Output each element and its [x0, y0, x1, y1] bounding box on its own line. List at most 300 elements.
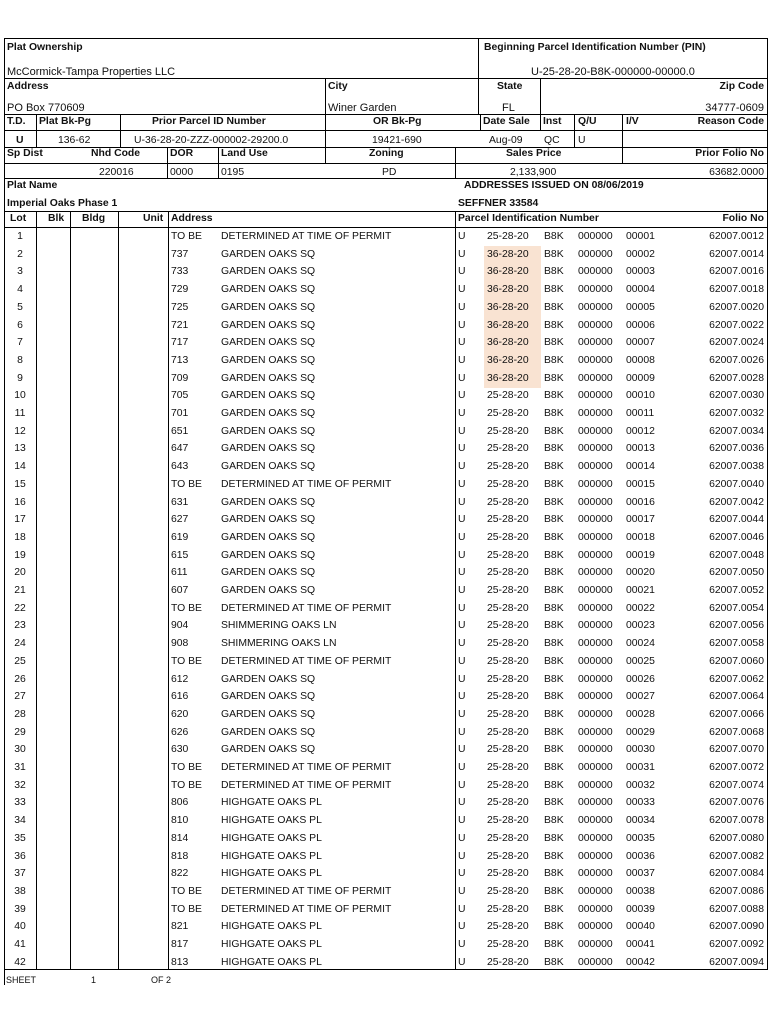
- pin-block-cell: B8K: [544, 939, 564, 950]
- sheet-number: 1: [91, 975, 97, 985]
- house-number-cell: 651: [171, 425, 189, 437]
- pin-prefix-cell: U: [458, 797, 466, 809]
- pin-lot-cell: 00010: [626, 390, 655, 402]
- pin-lot-cell: 00002: [626, 248, 655, 260]
- pin-prefix-cell: U: [458, 602, 466, 614]
- pin-prefix-cell: U: [458, 478, 466, 490]
- table-row: [0, 477, 770, 495]
- table-row: [0, 778, 770, 796]
- city-label: City: [328, 81, 348, 92]
- table-row: [0, 919, 770, 937]
- pin-sub-cell: 000000: [578, 301, 613, 313]
- pin-block-cell: B8K: [544, 514, 564, 526]
- pin-lot-cell: 00037: [626, 868, 655, 880]
- table-row: [0, 742, 770, 760]
- pin-sub-cell: 000000: [578, 549, 613, 561]
- pin-lot-cell: 00027: [626, 691, 655, 703]
- table-row: [0, 318, 770, 336]
- house-number-cell: 615: [171, 549, 189, 561]
- folio-cell: 62007.0092: [709, 939, 764, 950]
- table-row: [0, 565, 770, 583]
- pin-lot-cell: 00032: [626, 779, 655, 791]
- table-row: [0, 495, 770, 513]
- td-label: T.D.: [7, 116, 26, 127]
- folio-cell: 62007.0086: [709, 885, 764, 897]
- table-row: [0, 229, 770, 247]
- table-row: [0, 371, 770, 389]
- pin-section-cell: 25-28-20: [487, 408, 529, 419]
- pin-section-cell: 25-28-20: [487, 850, 529, 862]
- house-number-cell: 627: [171, 514, 189, 526]
- pin-block-cell: B8K: [544, 620, 564, 632]
- table-row: [0, 672, 770, 690]
- lot-cell: 2: [17, 248, 23, 260]
- pin-block-cell: B8K: [544, 691, 564, 703]
- pin-sub-cell: 000000: [578, 638, 613, 650]
- house-number-cell: 705: [171, 390, 189, 402]
- folio-cell: 62007.0040: [709, 478, 764, 490]
- pin-lot-cell: 00005: [626, 301, 655, 313]
- sales-price-label: Sales Price: [506, 148, 562, 159]
- folio-cell: 62007.0082: [709, 850, 764, 862]
- street-cell: HIGHGATE OAKS PL: [221, 868, 322, 880]
- lot-cell: 7: [17, 337, 23, 349]
- pin-section-cell: 25-28-20: [487, 815, 529, 827]
- house-number-cell: 643: [171, 461, 189, 473]
- pin-block-cell: B8K: [544, 319, 564, 331]
- pin-lot-cell: 00013: [626, 443, 655, 455]
- pin-lot-cell: 00009: [626, 372, 655, 384]
- pin-section-cell: 25-28-20: [487, 549, 529, 561]
- pin-sub-cell: 000000: [578, 567, 613, 579]
- sheet-of-label: OF 2: [151, 975, 172, 985]
- pin-lot-cell: 00041: [626, 939, 655, 950]
- pin-sub-cell: 000000: [578, 478, 613, 490]
- folio-cell: 62007.0014: [709, 248, 764, 260]
- table-row: [0, 353, 770, 371]
- folio-cell: 62007.0042: [709, 496, 764, 508]
- pin-prefix-cell: U: [458, 301, 466, 313]
- house-number-cell: 725: [171, 301, 189, 313]
- pin-prefix-cell: U: [458, 337, 466, 349]
- street-cell: DETERMINED AT TIME OF PERMIT: [221, 885, 392, 897]
- pin-sub-cell: 000000: [578, 372, 613, 384]
- pin-prefix-cell: U: [458, 585, 466, 596]
- pin-prefix-cell: U: [458, 903, 466, 915]
- pin-block-cell: B8K: [544, 231, 564, 242]
- street-cell: GARDEN OAKS SQ: [221, 266, 316, 278]
- pin-block-cell: B8K: [544, 266, 564, 278]
- folio-cell: 62007.0080: [709, 832, 764, 844]
- street-cell: DETERMINED AT TIME OF PERMIT: [221, 655, 392, 667]
- zoning-label: Zoning: [369, 148, 404, 159]
- pin-prefix-cell: U: [458, 673, 466, 685]
- folio-cell: 62007.0066: [709, 708, 764, 720]
- street-cell: GARDEN OAKS SQ: [221, 248, 316, 260]
- pin-prefix-cell: U: [458, 266, 466, 278]
- folio-cell: 62007.0088: [709, 903, 764, 915]
- house-number-cell: 821: [171, 921, 189, 933]
- pin-label: Beginning Parcel Identification Number (PIN): [484, 42, 706, 53]
- house-number-cell: 713: [171, 354, 189, 366]
- pin-lot-cell: 00038: [626, 885, 655, 897]
- lot-cell: 15: [14, 478, 26, 490]
- folio-cell: 62007.0012: [709, 231, 764, 242]
- pin-sub-cell: 000000: [578, 744, 613, 756]
- pin-lot-cell: 00029: [626, 726, 655, 738]
- street-cell: HIGHGATE OAKS PL: [221, 850, 322, 862]
- pin-section-cell: 25-28-20: [487, 939, 529, 950]
- pin-sub-cell: 000000: [578, 956, 613, 968]
- table-row: [0, 689, 770, 707]
- pin-section-cell: 25-28-20: [487, 762, 529, 773]
- pin-block-cell: B8K: [544, 655, 564, 667]
- col-bldg: Bldg: [82, 213, 106, 224]
- pin-section-cell: 25-28-20: [487, 726, 529, 738]
- folio-cell: 62007.0050: [709, 567, 764, 579]
- lot-cell: 20: [14, 567, 26, 579]
- pin-prefix-cell: U: [458, 284, 466, 296]
- street-cell: GARDEN OAKS SQ: [221, 549, 316, 561]
- lot-cell: 1: [17, 231, 23, 242]
- prior-folio-label: Prior Folio No: [695, 148, 764, 159]
- zip-value: 34777-0609: [705, 102, 764, 114]
- lot-cell: 28: [14, 708, 26, 720]
- prior-folio-value: 63682.0000: [709, 167, 764, 178]
- lot-cell: 14: [14, 461, 26, 473]
- street-cell: HIGHGATE OAKS PL: [221, 956, 322, 968]
- folio-cell: 62007.0072: [709, 762, 764, 773]
- street-cell: GARDEN OAKS SQ: [221, 390, 316, 402]
- pin-prefix-cell: U: [458, 372, 466, 384]
- lot-cell: 36: [14, 850, 26, 862]
- pin-block-cell: B8K: [544, 708, 564, 720]
- or-bkpg-label: OR Bk-Pg: [373, 116, 422, 127]
- pin-block-cell: B8K: [544, 425, 564, 437]
- table-row: [0, 636, 770, 654]
- pin-prefix-cell: U: [458, 443, 466, 455]
- table-row: [0, 955, 770, 973]
- lot-cell: 16: [14, 496, 26, 508]
- plat-bkpg-label: Plat Bk-Pg: [39, 116, 91, 127]
- state-label: State: [497, 81, 523, 92]
- pin-lot-cell: 00040: [626, 921, 655, 933]
- pin-section-cell: 25-28-20: [487, 390, 529, 402]
- sp-dist-label: Sp Dist: [7, 148, 43, 159]
- pin-prefix-cell: U: [458, 815, 466, 827]
- pin-sub-cell: 000000: [578, 496, 613, 508]
- pin-lot-cell: 00035: [626, 832, 655, 844]
- city-value: Winer Garden: [328, 102, 397, 114]
- pin-block-cell: B8K: [544, 478, 564, 490]
- pin-lot-cell: 00039: [626, 903, 655, 915]
- house-number-cell: TO BE: [171, 602, 202, 614]
- table-row: [0, 618, 770, 636]
- pin-lot-cell: 00007: [626, 337, 655, 349]
- street-cell: GARDEN OAKS SQ: [221, 744, 316, 756]
- pin-lot-cell: 00021: [626, 585, 655, 596]
- folio-cell: 62007.0036: [709, 443, 764, 455]
- folio-cell: 62007.0062: [709, 673, 764, 685]
- house-number-cell: 729: [171, 284, 189, 296]
- qu-value: U: [578, 135, 586, 146]
- pin-sub-cell: 000000: [578, 390, 613, 402]
- pin-block-cell: B8K: [544, 921, 564, 933]
- pin-sub-cell: 000000: [578, 514, 613, 526]
- street-cell: GARDEN OAKS SQ: [221, 673, 316, 685]
- pin-lot-cell: 00024: [626, 638, 655, 650]
- table-row: [0, 548, 770, 566]
- pin-section-cell: 25-28-20: [487, 708, 529, 720]
- pin-block-cell: B8K: [544, 567, 564, 579]
- col-address: Address: [171, 213, 213, 224]
- lot-cell: 34: [14, 815, 26, 827]
- lot-cell: 39: [14, 903, 26, 915]
- pin-prefix-cell: U: [458, 231, 466, 242]
- pin-sub-cell: 000000: [578, 850, 613, 862]
- lot-cell: 31: [14, 762, 26, 773]
- pin-sub-cell: 000000: [578, 815, 613, 827]
- pin-block-cell: B8K: [544, 354, 564, 366]
- pin-sub-cell: 000000: [578, 425, 613, 437]
- table-row: [0, 937, 770, 955]
- col-blk: Blk: [48, 213, 65, 224]
- house-number-cell: TO BE: [171, 779, 202, 791]
- date-sale-value: Aug-09: [489, 135, 523, 146]
- pin-prefix-cell: U: [458, 708, 466, 720]
- table-row: [0, 388, 770, 406]
- pin-sub-cell: 000000: [578, 620, 613, 632]
- lot-cell: 25: [14, 655, 26, 667]
- nhd-code-label: Nhd Code: [91, 148, 141, 159]
- pin-lot-cell: 00033: [626, 797, 655, 809]
- table-row: [0, 654, 770, 672]
- pin-lot-cell: 00006: [626, 319, 655, 331]
- pin-block-cell: B8K: [544, 496, 564, 508]
- pin-sub-cell: 000000: [578, 248, 613, 260]
- folio-cell: 62007.0032: [709, 408, 764, 419]
- pin-block-cell: B8K: [544, 461, 564, 473]
- pin-section-cell: 25-28-20: [487, 567, 529, 579]
- table-row: [0, 424, 770, 442]
- pin-section-cell: 25-28-20: [487, 691, 529, 703]
- street-cell: HIGHGATE OAKS PL: [221, 815, 322, 827]
- pin-prefix-cell: U: [458, 549, 466, 561]
- pin-block-cell: B8K: [544, 815, 564, 827]
- pin-section-cell: 25-28-20: [487, 231, 529, 242]
- folio-cell: 62007.0070: [709, 744, 764, 756]
- pin-sub-cell: 000000: [578, 602, 613, 614]
- table-row: [0, 335, 770, 353]
- pin-lot-cell: 00012: [626, 425, 655, 437]
- pin-sub-cell: 000000: [578, 939, 613, 950]
- pin-block-cell: B8K: [544, 779, 564, 791]
- pin-block-cell: B8K: [544, 585, 564, 596]
- qu-label: Q/U: [578, 116, 597, 127]
- dor-label: DOR: [170, 148, 194, 159]
- street-cell: GARDEN OAKS SQ: [221, 301, 316, 313]
- folio-cell: 62007.0018: [709, 284, 764, 296]
- pin-prefix-cell: U: [458, 461, 466, 473]
- seffner-label: SEFFNER 33584: [458, 198, 539, 209]
- house-number-cell: TO BE: [171, 655, 202, 667]
- table-row: [0, 300, 770, 318]
- pin-section-cell: 36-28-20: [487, 248, 529, 260]
- pin-section-cell: 36-28-20: [487, 337, 529, 349]
- col-pin: Parcel Identification Number: [458, 213, 599, 224]
- pin-prefix-cell: U: [458, 832, 466, 844]
- folio-cell: 62007.0038: [709, 461, 764, 473]
- pin-prefix-cell: U: [458, 638, 466, 650]
- folio-cell: 62007.0076: [709, 797, 764, 809]
- house-number-cell: 611: [171, 567, 188, 579]
- street-cell: GARDEN OAKS SQ: [221, 443, 316, 455]
- col-unit: Unit: [143, 213, 164, 224]
- street-cell: GARDEN OAKS SQ: [221, 372, 316, 384]
- col-lot: Lot: [10, 213, 27, 224]
- pin-sub-cell: 000000: [578, 443, 613, 455]
- state-value: FL: [502, 102, 515, 114]
- folio-cell: 62007.0094: [709, 956, 764, 968]
- lot-cell: 21: [14, 585, 26, 596]
- dor-value: 0000: [170, 167, 194, 178]
- pin-prefix-cell: U: [458, 408, 466, 419]
- date-sale-label: Date Sale: [483, 116, 530, 127]
- table-row: [0, 441, 770, 459]
- pin-section-cell: 25-28-20: [487, 585, 529, 596]
- folio-cell: 62007.0068: [709, 726, 764, 738]
- pin-block-cell: B8K: [544, 673, 564, 685]
- lot-cell: 30: [14, 744, 26, 756]
- house-number-cell: 616: [171, 691, 189, 703]
- pin-section-cell: 25-28-20: [487, 638, 529, 650]
- house-number-cell: 620: [171, 708, 189, 720]
- pin-section-cell: 36-28-20: [487, 301, 529, 313]
- pin-prefix-cell: U: [458, 762, 466, 773]
- lot-cell: 17: [14, 514, 26, 526]
- street-cell: GARDEN OAKS SQ: [221, 337, 316, 349]
- house-number-cell: 737: [171, 248, 189, 260]
- pin-lot-cell: 00017: [626, 514, 655, 526]
- table-row: [0, 601, 770, 619]
- pin-section-cell: 25-28-20: [487, 478, 529, 490]
- street-cell: SHIMMERING OAKS LN: [221, 620, 337, 632]
- house-number-cell: 818: [171, 850, 189, 862]
- pin-lot-cell: 00016: [626, 496, 655, 508]
- street-cell: HIGHGATE OAKS PL: [221, 939, 322, 950]
- pin-lot-cell: 00011: [626, 408, 655, 419]
- pin-block-cell: B8K: [544, 301, 564, 313]
- table-row: [0, 459, 770, 477]
- pin-prefix-cell: U: [458, 390, 466, 402]
- pin-prefix-cell: U: [458, 354, 466, 366]
- pin-lot-cell: 00036: [626, 850, 655, 862]
- pin-prefix-cell: U: [458, 885, 466, 897]
- pin-lot-cell: 00031: [626, 762, 655, 773]
- pin-sub-cell: 000000: [578, 868, 613, 880]
- pin-section-cell: 25-28-20: [487, 921, 529, 933]
- folio-cell: 62007.0084: [709, 868, 764, 880]
- pin-prefix-cell: U: [458, 691, 466, 703]
- sales-price-value: 2,133,900: [510, 167, 557, 178]
- pin-section-cell: 25-28-20: [487, 443, 529, 455]
- street-cell: DETERMINED AT TIME OF PERMIT: [221, 478, 392, 490]
- pin-block-cell: B8K: [544, 638, 564, 650]
- pin-sub-cell: 000000: [578, 266, 613, 278]
- pin-sub-cell: 000000: [578, 691, 613, 703]
- house-number-cell: 619: [171, 531, 189, 543]
- folio-cell: 62007.0026: [709, 354, 764, 366]
- pin-sub-cell: 000000: [578, 832, 613, 844]
- pin-lot-cell: 00034: [626, 815, 655, 827]
- prior-parcel-value: U-36-28-20-ZZZ-000002-29200.0: [134, 135, 289, 146]
- pin-section-cell: 25-28-20: [487, 744, 529, 756]
- street-cell: GARDEN OAKS SQ: [221, 567, 316, 579]
- street-cell: GARDEN OAKS SQ: [221, 284, 316, 296]
- pin-sub-cell: 000000: [578, 408, 613, 419]
- reason-code-label: Reason Code: [697, 116, 764, 127]
- pin-block-cell: B8K: [544, 903, 564, 915]
- pin-section-cell: 25-28-20: [487, 903, 529, 915]
- lot-cell: 27: [14, 691, 26, 703]
- pin-section-cell: 25-28-20: [487, 602, 529, 614]
- table-row: [0, 282, 770, 300]
- sheet-label: SHEET: [6, 975, 37, 985]
- folio-cell: 62007.0046: [709, 531, 764, 543]
- lot-cell: 23: [14, 620, 26, 632]
- pin-section-cell: 25-28-20: [487, 673, 529, 685]
- folio-cell: 62007.0064: [709, 691, 764, 703]
- pin-block-cell: B8K: [544, 337, 564, 349]
- pin-section-cell: 25-28-20: [487, 832, 529, 844]
- folio-cell: 62007.0054: [709, 602, 764, 614]
- pin-prefix-cell: U: [458, 514, 466, 526]
- pin-sub-cell: 000000: [578, 921, 613, 933]
- lot-cell: 8: [17, 354, 23, 366]
- prior-parcel-label: Prior Parcel ID Number: [152, 116, 266, 127]
- folio-cell: 62007.0024: [709, 337, 764, 349]
- folio-cell: 62007.0022: [709, 319, 764, 331]
- pin-block-cell: B8K: [544, 832, 564, 844]
- folio-cell: 62007.0030: [709, 390, 764, 402]
- pin-section-cell: 25-28-20: [487, 779, 529, 791]
- lot-cell: 13: [14, 443, 26, 455]
- pin-prefix-cell: U: [458, 726, 466, 738]
- table-row: [0, 760, 770, 778]
- house-number-cell: 733: [171, 266, 189, 278]
- street-cell: GARDEN OAKS SQ: [221, 461, 316, 473]
- pin-sub-cell: 000000: [578, 708, 613, 720]
- iv-label: I/V: [626, 116, 639, 127]
- street-cell: SHIMMERING OAKS LN: [221, 638, 337, 650]
- pin-block-cell: B8K: [544, 248, 564, 260]
- street-cell: GARDEN OAKS SQ: [221, 354, 316, 366]
- table-row: [0, 247, 770, 265]
- street-cell: HIGHGATE OAKS PL: [221, 797, 322, 809]
- pin-prefix-cell: U: [458, 744, 466, 756]
- table-row: [0, 813, 770, 831]
- folio-cell: 62007.0060: [709, 655, 764, 667]
- pin-section-cell: 25-28-20: [487, 496, 529, 508]
- pin-section-cell: 25-28-20: [487, 956, 529, 968]
- pin-section-cell: 36-28-20: [487, 354, 529, 366]
- house-number-cell: 721: [171, 319, 189, 331]
- pin-section-cell: 36-28-20: [487, 372, 529, 384]
- house-number-cell: 607: [171, 585, 189, 596]
- lot-cell: 32: [14, 779, 26, 791]
- pin-block-cell: B8K: [544, 602, 564, 614]
- land-use-label: Land Use: [221, 148, 268, 159]
